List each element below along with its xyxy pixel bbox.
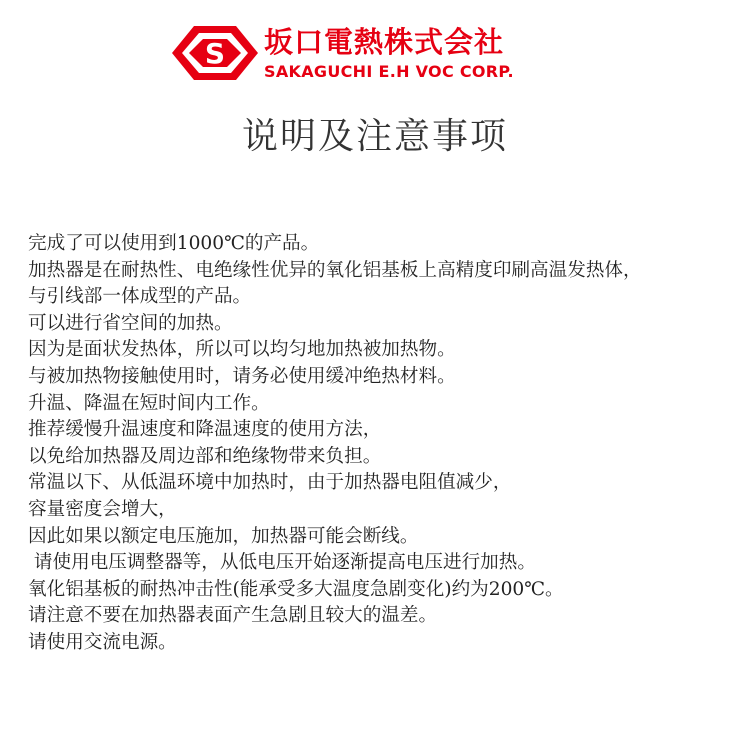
svg-text:S: S <box>204 37 226 70</box>
instruction-line: 升温、降温在短时间内工作。 <box>28 392 270 414</box>
instruction-line: 以免给加热器及周边部和绝缘物带来负担。 <box>28 445 382 467</box>
sakaguchi-logo-icon <box>172 24 258 82</box>
instruction-line: 可以进行省空间的加热。 <box>28 312 233 334</box>
instruction-line: 与被加热物接触使用时，请务必使用缓冲绝热材料。 <box>28 365 456 387</box>
instruction-line: 氧化铝基板的耐热冲击性(能承受多大温度急剧变化)约为200℃。 <box>28 578 564 600</box>
instruction-line: 容量密度会增大， <box>28 498 177 520</box>
instruction-line: 请使用交流电源。 <box>28 631 177 653</box>
company-name-jp: 坂口電熱株式会社 <box>264 25 505 59</box>
company-logo <box>172 22 572 84</box>
instruction-line: 请注意不要在加热器表面产生急剧且较大的温差。 <box>28 605 438 627</box>
instruction-line: 推荐缓慢升温速度和降温速度的使用方法， <box>28 419 382 441</box>
instruction-line: 常温以下、从低温环境中加热时，由于加热器电阻值减少， <box>28 472 512 494</box>
instruction-line: 因为是面状发热体，所以可以均匀地加热被加热物。 <box>28 339 456 361</box>
instruction-line: 完成了可以使用到1000℃的产品。 <box>28 233 320 254</box>
instruction-line: 请使用电压调整器等，从低电压开始逐渐提高电压进行加热。 <box>28 552 536 574</box>
page-title: 说明及注意事项 <box>241 116 508 157</box>
company-name-en: SAKAGUCHI E.H VOC CORP. <box>264 62 514 81</box>
instructions-body <box>28 231 743 657</box>
instruction-line: 与引线部一体成型的产品。 <box>28 286 252 308</box>
instruction-line: 因此如果以额定电压施加，加热器可能会断线。 <box>28 525 419 547</box>
instruction-line: 加热器是在耐热性、电绝缘性优异的氧化铝基板上高精度印刷高温发热体， <box>28 259 642 281</box>
